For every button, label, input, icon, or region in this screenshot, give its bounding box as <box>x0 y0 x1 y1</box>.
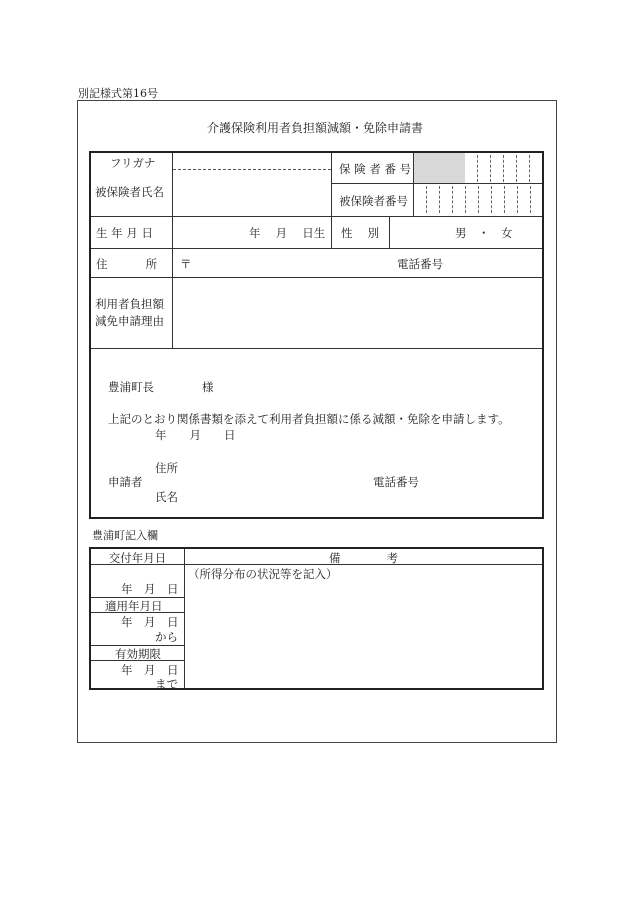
issue-date-ymd: 年 月 日 <box>121 582 179 596</box>
birthdate-value: 年 月 日生 <box>249 226 326 240</box>
furigana-label: フリガナ <box>110 156 156 170</box>
reason-label-line1: 利用者負担額 <box>95 297 164 311</box>
apply-date-ymd: 年 月 日 <box>121 615 179 629</box>
applicant-table <box>89 151 544 519</box>
remarks-header: 備 考 <box>329 551 398 565</box>
declaration-statement: 上記のとおり関係書類を添えて利用者負担額に係る減額・免除を申請します。 <box>108 412 510 426</box>
town-section-heading: 豊浦町記入欄 <box>92 529 158 542</box>
town-entry-table <box>89 547 544 690</box>
apply-date-label: 適用年月日 <box>105 599 163 613</box>
sex-value: 男 ・ 女 <box>455 226 513 240</box>
postal-mark: 〒 <box>180 257 192 271</box>
insured-number-label: 被保険者番号 <box>339 194 408 208</box>
insured-name-label: 被保険者氏名 <box>95 185 164 199</box>
from-label: から <box>155 630 178 644</box>
phone-label: 電話番号 <box>397 257 443 271</box>
until-label: まで <box>155 677 178 691</box>
applicant-address-label: 住所 <box>155 461 178 475</box>
addressee: 豊浦町長 <box>108 380 154 394</box>
validity-ymd: 年 月 日 <box>121 663 179 677</box>
birthdate-label: 生 年 月 日 <box>96 226 153 240</box>
form-number: 別記様式第16号 <box>78 87 158 100</box>
address-label: 住 所 <box>96 257 158 271</box>
reason-label-line2: 減免申請理由 <box>95 314 164 328</box>
sex-label: 性 別 <box>341 226 380 240</box>
form-title: 介護保険利用者負担額減額・免除申請書 <box>206 121 423 135</box>
honorific: 様 <box>202 380 214 394</box>
declaration-date: 年 月 日 <box>155 428 236 442</box>
insurer-number-label: 保 険 者 番 号 <box>339 162 412 176</box>
applicant-label: 申請者 <box>108 475 143 489</box>
applicant-name-label: 氏名 <box>155 490 178 504</box>
applicant-phone-label: 電話番号 <box>373 475 419 489</box>
remarks-note: （所得分布の状況等を記入） <box>188 567 338 581</box>
issue-date-header: 交付年月日 <box>108 551 167 565</box>
validity-label: 有効期限 <box>115 647 161 661</box>
